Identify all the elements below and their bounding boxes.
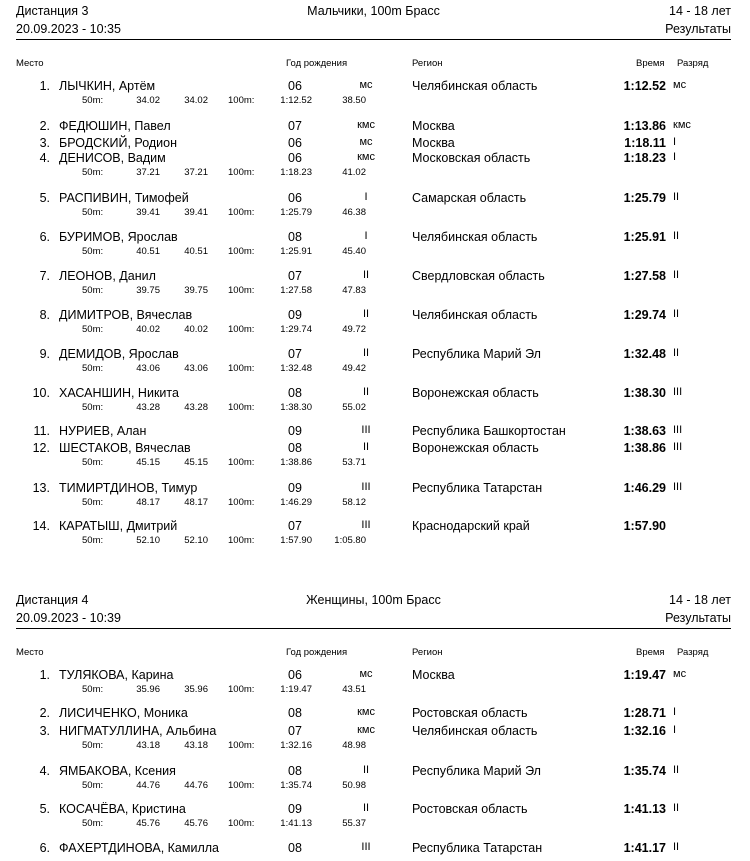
split-50-cumulative: 45.15 bbox=[136, 457, 160, 468]
result-time: 1:32.16 bbox=[623, 724, 666, 738]
sport-rank: кмс bbox=[357, 119, 375, 131]
region-name: Москва bbox=[412, 668, 455, 682]
result-time: 1:32.48 bbox=[623, 347, 666, 361]
sport-rank: III bbox=[361, 519, 371, 531]
split-100-cumulative: 1:19.47 bbox=[280, 684, 312, 695]
split-50-lap: 39.41 bbox=[184, 207, 208, 218]
split-100-label: 100m: bbox=[228, 167, 255, 178]
achieved-class: II bbox=[673, 230, 680, 242]
split-100-label: 100m: bbox=[228, 535, 255, 546]
birth-year: 06 bbox=[288, 191, 302, 205]
split-100-cumulative: 1:12.52 bbox=[280, 95, 312, 106]
birth-year: 07 bbox=[288, 347, 302, 361]
split-50-label: 50m: bbox=[82, 740, 104, 751]
region-name: Москва bbox=[412, 119, 455, 133]
achieved-class: I bbox=[673, 724, 677, 736]
achieved-class: кмс bbox=[673, 119, 691, 131]
split-100-label: 100m: bbox=[228, 402, 255, 413]
achieved-class: II bbox=[673, 802, 680, 814]
split-100-label: 100m: bbox=[228, 207, 255, 218]
split-50-lap: 35.96 bbox=[184, 684, 208, 695]
region-name: Московская область bbox=[412, 151, 531, 165]
athlete-name: ЛИСИЧЕНКО, Моника bbox=[59, 706, 188, 720]
age-group: 14 - 18 лет bbox=[669, 4, 731, 18]
place-number: 3. bbox=[39, 724, 50, 738]
split-100-label: 100m: bbox=[228, 740, 255, 751]
distance-label: Дистанция 4 bbox=[16, 593, 89, 607]
sport-rank: III bbox=[361, 424, 371, 436]
achieved-class: III bbox=[673, 441, 683, 453]
datetime-label: 20.09.2023 - 10:35 bbox=[16, 22, 121, 36]
place-number: 6. bbox=[39, 230, 50, 244]
split-50-cumulative: 48.17 bbox=[136, 497, 160, 508]
split-50-label: 50m: bbox=[82, 246, 104, 257]
result-time: 1:13.86 bbox=[623, 119, 666, 133]
col-region: Регион bbox=[412, 647, 443, 658]
birth-year: 07 bbox=[288, 519, 302, 533]
birth-year: 07 bbox=[288, 269, 302, 283]
athlete-name: НУРИЕВ, Алан bbox=[59, 424, 147, 438]
split-100-lap: 46.38 bbox=[342, 207, 366, 218]
split-100-lap: 38.50 bbox=[342, 95, 366, 106]
sport-rank: II bbox=[362, 269, 370, 281]
achieved-class: II bbox=[673, 347, 680, 359]
split-50-cumulative: 52.10 bbox=[136, 535, 160, 546]
sport-rank: III bbox=[361, 841, 371, 853]
split-50-cumulative: 39.41 bbox=[136, 207, 160, 218]
split-50-cumulative: 37.21 bbox=[136, 167, 160, 178]
header-rule bbox=[16, 39, 731, 40]
split-100-lap: 50.98 bbox=[342, 780, 366, 791]
split-50-lap: 34.02 bbox=[184, 95, 208, 106]
split-100-label: 100m: bbox=[228, 95, 255, 106]
result-time: 1:35.74 bbox=[623, 764, 666, 778]
achieved-class: I bbox=[673, 151, 677, 163]
achieved-class: III bbox=[673, 386, 683, 398]
place-number: 6. bbox=[39, 841, 50, 855]
results-label: Результаты bbox=[665, 22, 731, 36]
athlete-name: ДЕМИДОВ, Ярослав bbox=[59, 347, 179, 361]
place-number: 2. bbox=[39, 706, 50, 720]
region-name: Самарская область bbox=[412, 191, 527, 205]
result-time: 1:18.11 bbox=[624, 136, 666, 150]
col-region: Регион bbox=[412, 58, 443, 69]
athlete-name: БРОДСКИЙ, Родион bbox=[59, 136, 177, 150]
split-100-cumulative: 1:18.23 bbox=[280, 167, 312, 178]
split-50-lap: 40.51 bbox=[184, 246, 208, 257]
event-title: Мальчики, 100m Брасс bbox=[307, 4, 440, 18]
datetime-label: 20.09.2023 - 10:39 bbox=[16, 611, 121, 625]
achieved-class: I bbox=[673, 706, 677, 718]
split-100-label: 100m: bbox=[228, 684, 255, 695]
birth-year: 08 bbox=[288, 441, 302, 455]
place-number: 12. bbox=[32, 441, 50, 455]
birth-year: 08 bbox=[288, 706, 302, 720]
split-50-lap: 45.76 bbox=[184, 818, 208, 829]
split-100-lap: 53.71 bbox=[342, 457, 366, 468]
sport-rank: III bbox=[361, 481, 371, 493]
place-number: 3. bbox=[39, 136, 50, 150]
athlete-name: РАСПИВИН, Тимофей bbox=[59, 191, 189, 205]
result-time: 1:25.91 bbox=[623, 230, 666, 244]
achieved-class: II bbox=[673, 308, 680, 320]
split-50-cumulative: 35.96 bbox=[136, 684, 160, 695]
split-100-cumulative: 1:46.29 bbox=[280, 497, 312, 508]
col-time: Время bbox=[636, 647, 665, 658]
col-place: Место bbox=[16, 58, 44, 69]
split-50-label: 50m: bbox=[82, 684, 104, 695]
split-50-cumulative: 40.02 bbox=[136, 324, 160, 335]
sport-rank: II bbox=[362, 802, 370, 814]
split-50-cumulative: 44.76 bbox=[136, 780, 160, 791]
athlete-name: ДИМИТРОВ, Вячеслав bbox=[59, 308, 193, 322]
result-time: 1:46.29 bbox=[623, 481, 666, 495]
split-100-lap: 43.51 bbox=[342, 684, 366, 695]
split-50-cumulative: 43.28 bbox=[136, 402, 160, 413]
region-name: Воронежская область bbox=[412, 441, 539, 455]
split-50-lap: 40.02 bbox=[184, 324, 208, 335]
split-100-label: 100m: bbox=[228, 285, 255, 296]
split-50-lap: 45.15 bbox=[184, 457, 208, 468]
result-time: 1:12.52 bbox=[623, 79, 666, 93]
achieved-class: мс bbox=[673, 79, 687, 91]
athlete-name: НИГМАТУЛЛИНА, Альбина bbox=[59, 724, 217, 738]
result-time: 1:57.90 bbox=[623, 519, 666, 533]
birth-year: 09 bbox=[288, 308, 302, 322]
birth-year: 07 bbox=[288, 724, 302, 738]
sport-rank: I bbox=[364, 191, 368, 203]
place-number: 14. bbox=[32, 519, 50, 533]
split-100-lap: 49.42 bbox=[342, 363, 366, 374]
split-50-lap: 52.10 bbox=[184, 535, 208, 546]
birth-year: 08 bbox=[288, 230, 302, 244]
split-50-label: 50m: bbox=[82, 285, 104, 296]
birth-year: 09 bbox=[288, 481, 302, 495]
split-50-lap: 48.17 bbox=[184, 497, 208, 508]
region-name: Воронежская область bbox=[412, 386, 539, 400]
split-50-label: 50m: bbox=[82, 207, 104, 218]
birth-year: 07 bbox=[288, 119, 302, 133]
athlete-name: КОСАЧЁВА, Кристина bbox=[59, 802, 186, 816]
split-50-lap: 44.76 bbox=[184, 780, 208, 791]
split-50-label: 50m: bbox=[82, 95, 104, 106]
place-number: 9. bbox=[39, 347, 50, 361]
split-100-cumulative: 1:41.13 bbox=[280, 818, 312, 829]
birth-year: 06 bbox=[288, 79, 302, 93]
sport-rank: мс bbox=[359, 668, 373, 680]
header-rule bbox=[16, 628, 731, 629]
split-100-lap: 1:05.80 bbox=[334, 535, 366, 546]
result-time: 1:19.47 bbox=[623, 668, 666, 682]
split-100-cumulative: 1:32.48 bbox=[280, 363, 312, 374]
col-time: Время bbox=[636, 58, 665, 69]
split-100-lap: 45.40 bbox=[342, 246, 366, 257]
split-50-label: 50m: bbox=[82, 780, 104, 791]
split-50-cumulative: 39.75 bbox=[136, 285, 160, 296]
split-100-lap: 49.72 bbox=[342, 324, 366, 335]
sport-rank: мс bbox=[359, 136, 373, 148]
region-name: Республика Марий Эл bbox=[412, 347, 541, 361]
place-number: 10. bbox=[32, 386, 50, 400]
split-100-lap: 41.02 bbox=[342, 167, 366, 178]
result-time: 1:27.58 bbox=[623, 269, 666, 283]
region-name: Челябинская область bbox=[412, 724, 538, 738]
split-100-label: 100m: bbox=[228, 246, 255, 257]
result-time: 1:29.74 bbox=[623, 308, 666, 322]
col-rank: Разряд bbox=[677, 58, 709, 69]
region-name: Республика Башкортостан bbox=[412, 424, 566, 438]
region-name: Республика Татарстан bbox=[412, 481, 543, 495]
split-50-cumulative: 34.02 bbox=[136, 95, 160, 106]
sport-rank: II bbox=[362, 441, 370, 453]
split-100-label: 100m: bbox=[228, 324, 255, 335]
achieved-class: II bbox=[673, 764, 680, 776]
place-number: 4. bbox=[39, 764, 50, 778]
sport-rank: II bbox=[362, 347, 370, 359]
birth-year: 06 bbox=[288, 151, 302, 165]
place-number: 4. bbox=[39, 151, 50, 165]
athlete-name: БУРИМОВ, Ярослав bbox=[59, 230, 178, 244]
split-100-cumulative: 1:38.30 bbox=[280, 402, 312, 413]
birth-year: 06 bbox=[288, 136, 302, 150]
split-50-cumulative: 43.18 bbox=[136, 740, 160, 751]
split-50-label: 50m: bbox=[82, 402, 104, 413]
split-50-label: 50m: bbox=[82, 818, 104, 829]
place-number: 1. bbox=[39, 668, 50, 682]
col-year: Год рождения bbox=[286, 58, 348, 69]
split-100-cumulative: 1:25.91 bbox=[280, 246, 312, 257]
split-50-cumulative: 40.51 bbox=[136, 246, 160, 257]
athlete-name: ШЕСТАКОВ, Вячеслав bbox=[59, 441, 191, 455]
region-name: Ростовская область bbox=[412, 802, 528, 816]
region-name: Челябинская область bbox=[412, 230, 538, 244]
birth-year: 09 bbox=[288, 424, 302, 438]
place-number: 1. bbox=[39, 79, 50, 93]
place-number: 8. bbox=[39, 308, 50, 322]
split-100-cumulative: 1:35.74 bbox=[280, 780, 312, 791]
place-number: 7. bbox=[39, 269, 50, 283]
sport-rank: кмс bbox=[357, 151, 375, 163]
region-name: Москва bbox=[412, 136, 455, 150]
split-100-cumulative: 1:57.90 bbox=[280, 535, 312, 546]
split-50-cumulative: 45.76 bbox=[136, 818, 160, 829]
split-50-label: 50m: bbox=[82, 324, 104, 335]
result-time: 1:38.30 bbox=[623, 386, 666, 400]
athlete-name: ТИМИРТДИНОВ, Тимур bbox=[59, 481, 198, 495]
region-name: Челябинская область bbox=[412, 79, 538, 93]
sport-rank: кмс bbox=[357, 724, 375, 736]
split-50-lap: 43.06 bbox=[184, 363, 208, 374]
region-name: Краснодарский край bbox=[412, 519, 530, 533]
result-time: 1:18.23 bbox=[623, 151, 666, 165]
place-number: 2. bbox=[39, 119, 50, 133]
split-50-label: 50m: bbox=[82, 535, 104, 546]
split-50-lap: 37.21 bbox=[184, 167, 208, 178]
split-50-cumulative: 43.06 bbox=[136, 363, 160, 374]
birth-year: 09 bbox=[288, 802, 302, 816]
region-name: Республика Марий Эл bbox=[412, 764, 541, 778]
athlete-name: КАРАТЫШ, Дмитрий bbox=[59, 519, 178, 533]
split-50-lap: 43.28 bbox=[184, 402, 208, 413]
split-100-lap: 55.02 bbox=[342, 402, 366, 413]
athlete-name: ЛЫЧКИН, Артём bbox=[59, 79, 156, 93]
athlete-name: ЛЕОНОВ, Данил bbox=[59, 269, 156, 283]
col-year: Год рождения bbox=[286, 647, 348, 658]
achieved-class: II bbox=[673, 191, 680, 203]
split-50-label: 50m: bbox=[82, 363, 104, 374]
split-50-label: 50m: bbox=[82, 457, 104, 468]
split-100-cumulative: 1:29.74 bbox=[280, 324, 312, 335]
result-time: 1:28.71 bbox=[623, 706, 666, 720]
region-name: Челябинская область bbox=[412, 308, 538, 322]
achieved-class: III bbox=[673, 481, 683, 493]
region-name: Ростовская область bbox=[412, 706, 528, 720]
split-100-cumulative: 1:25.79 bbox=[280, 207, 312, 218]
birth-year: 06 bbox=[288, 668, 302, 682]
split-50-label: 50m: bbox=[82, 497, 104, 508]
result-time: 1:25.79 bbox=[623, 191, 666, 205]
region-name: Республика Татарстан bbox=[412, 841, 543, 855]
split-100-lap: 58.12 bbox=[342, 497, 366, 508]
place-number: 13. bbox=[32, 481, 50, 495]
sport-rank: I bbox=[364, 230, 368, 242]
achieved-class: мс bbox=[673, 668, 687, 680]
sport-rank: II bbox=[362, 764, 370, 776]
split-100-label: 100m: bbox=[228, 780, 255, 791]
result-time: 1:38.63 bbox=[623, 424, 666, 438]
split-100-lap: 55.37 bbox=[342, 818, 366, 829]
split-100-label: 100m: bbox=[228, 497, 255, 508]
age-group: 14 - 18 лет bbox=[669, 593, 731, 607]
athlete-name: ХАСАНШИН, Никита bbox=[59, 386, 179, 400]
col-rank: Разряд bbox=[677, 647, 709, 658]
result-time: 1:38.86 bbox=[623, 441, 666, 455]
birth-year: 08 bbox=[288, 764, 302, 778]
split-100-label: 100m: bbox=[228, 818, 255, 829]
split-100-label: 100m: bbox=[228, 457, 255, 468]
result-time: 1:41.13 bbox=[623, 802, 666, 816]
split-50-label: 50m: bbox=[82, 167, 104, 178]
place-number: 5. bbox=[39, 191, 50, 205]
split-50-lap: 39.75 bbox=[184, 285, 208, 296]
birth-year: 08 bbox=[288, 841, 302, 855]
sport-rank: II bbox=[362, 308, 370, 320]
results-label: Результаты bbox=[665, 611, 731, 625]
athlete-name: ТУЛЯКОВА, Карина bbox=[59, 668, 174, 682]
split-100-label: 100m: bbox=[228, 363, 255, 374]
birth-year: 08 bbox=[288, 386, 302, 400]
achieved-class: I bbox=[673, 136, 677, 148]
athlete-name: ЯМБАКОВА, Ксения bbox=[59, 764, 176, 778]
sport-rank: кмс bbox=[357, 706, 375, 718]
sport-rank: II bbox=[362, 386, 370, 398]
place-number: 11. bbox=[33, 424, 50, 438]
athlete-name: ФЕДЮШИН, Павел bbox=[59, 119, 171, 133]
event-title: Женщины, 100m Брасс bbox=[306, 593, 441, 607]
athlete-name: ДЕНИСОВ, Вадим bbox=[59, 151, 166, 165]
achieved-class: II bbox=[673, 841, 680, 853]
split-100-cumulative: 1:27.58 bbox=[280, 285, 312, 296]
athlete-name: ФАХЕРТДИНОВА, Камилла bbox=[59, 841, 219, 855]
split-100-cumulative: 1:38.86 bbox=[280, 457, 312, 468]
distance-label: Дистанция 3 bbox=[16, 4, 89, 18]
result-time: 1:41.17 bbox=[623, 841, 666, 855]
region-name: Свердловская область bbox=[412, 269, 545, 283]
split-50-lap: 43.18 bbox=[184, 740, 208, 751]
achieved-class: III bbox=[673, 424, 683, 436]
split-100-lap: 47.83 bbox=[342, 285, 366, 296]
achieved-class: II bbox=[673, 269, 680, 281]
sport-rank: мс bbox=[359, 79, 373, 91]
col-place: Место bbox=[16, 647, 44, 658]
place-number: 5. bbox=[39, 802, 50, 816]
split-100-lap: 48.98 bbox=[342, 740, 366, 751]
split-100-cumulative: 1:32.16 bbox=[280, 740, 312, 751]
